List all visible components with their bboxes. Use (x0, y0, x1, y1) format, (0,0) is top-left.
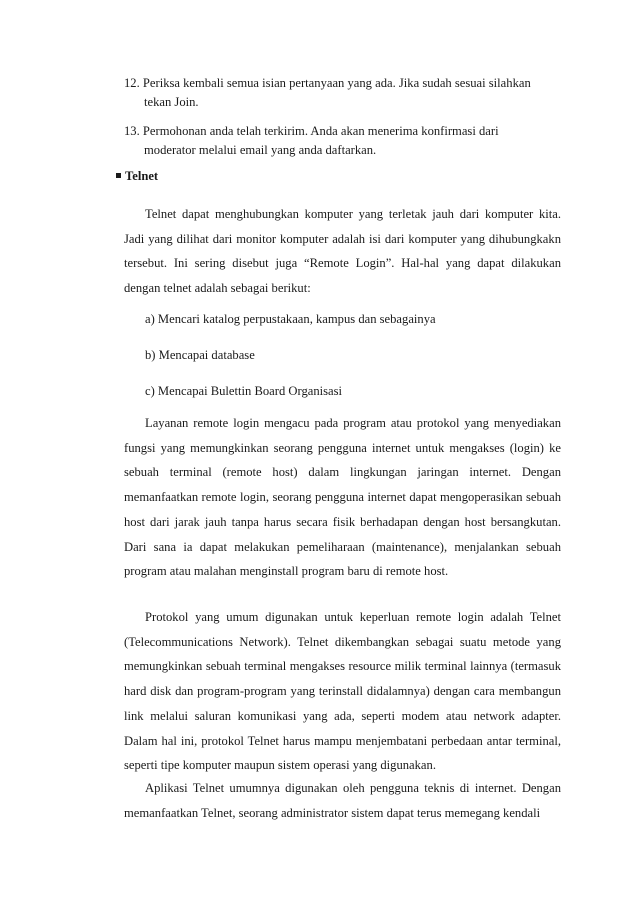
paragraph-text: Protokol yang umum digunakan untuk keperluan remote login adalah Telnet (Telecommunications Network). Telnet dikembangkan sebagai suatu metode yang memungkinkan sebuah terminal mengakses resource milik terminal lainnya (termasuk hard disk dan program-program yang terinstall didalamnya) dengan cara membangun link melalui saluran komunikasi yang ada, seperti modem atau network adapter. Dalam hal ini, protokol Telnet harus mampu menjembatani perbedaan antar terminal, seperti tipe komputer maupun sistem operasi yang digunakan. (124, 610, 561, 773)
paragraph-text: Aplikasi Telnet umumnya digunakan oleh pengguna teknis di internet. Dengan memanfaatkan Telnet, seorang administrator sistem dapat terus memegang kendali (124, 781, 561, 820)
numbered-item-13 (124, 122, 561, 160)
item-text-continuation: tekan Join. (144, 95, 199, 109)
item-text-first-line: Permohonan anda telah terkirim. Anda akan menerima konfirmasi dari (142, 124, 499, 138)
item-number: 13. (124, 124, 140, 138)
paragraph-text: Telnet dapat menghubungkan komputer yang terletak jauh dari komputer kita. Jadi yang dilihat dari monitor komputer adalah isi dari komputer yang dihubungkakn tersebut. Ini sering disebut juga “Remote Login”. Hal-hal yang dapat dilakukan dengan telnet adalah sebagai berikut: (124, 207, 561, 296)
paragraph-remote-login (124, 411, 561, 584)
paragraph-protokol (124, 605, 561, 778)
numbered-item-12 (124, 74, 561, 112)
paragraph-aplikasi (124, 776, 561, 825)
item-number: 12. (124, 76, 140, 90)
item-text-continuation: moderator melalui email yang anda daftarkan. (144, 143, 377, 157)
paragraph-intro (124, 202, 561, 301)
square-bullet-icon (116, 173, 121, 178)
list-item-b: b) Mencapai database (145, 348, 255, 362)
item-text-first-line: Periksa kembali semua isian pertanyaan yang ada. Jika sudah sesuai silahkan (142, 76, 531, 90)
list-item-c: c) Mencapai Bulettin Board Organisasi (145, 384, 343, 398)
section-heading (116, 167, 158, 186)
paragraph-text: Layanan remote login mengacu pada program atau protokol yang menyediakan fungsi yang memungkinkan seorang pengguna internet untuk mengakses (login) ke sebuah terminal (remote host) dalam lingkungan jaringan internet. Dengan memanfaatkan remote login, seorang pengguna internet dapat mengoperasikan sebuah host dari jarak jauh tanpa harus secara fisik berhadapan dengan host bersangkutan. Dari sana ia dapat melakukan pemeliharaan (maintenance), menjalankan sebuah program atau malahan menginstall program baru di remote host. (124, 416, 561, 579)
section-heading-text: Telnet (125, 169, 159, 183)
list-item-a: a) Mencari katalog perpustakaan, kampus dan sebagainya (145, 312, 436, 326)
